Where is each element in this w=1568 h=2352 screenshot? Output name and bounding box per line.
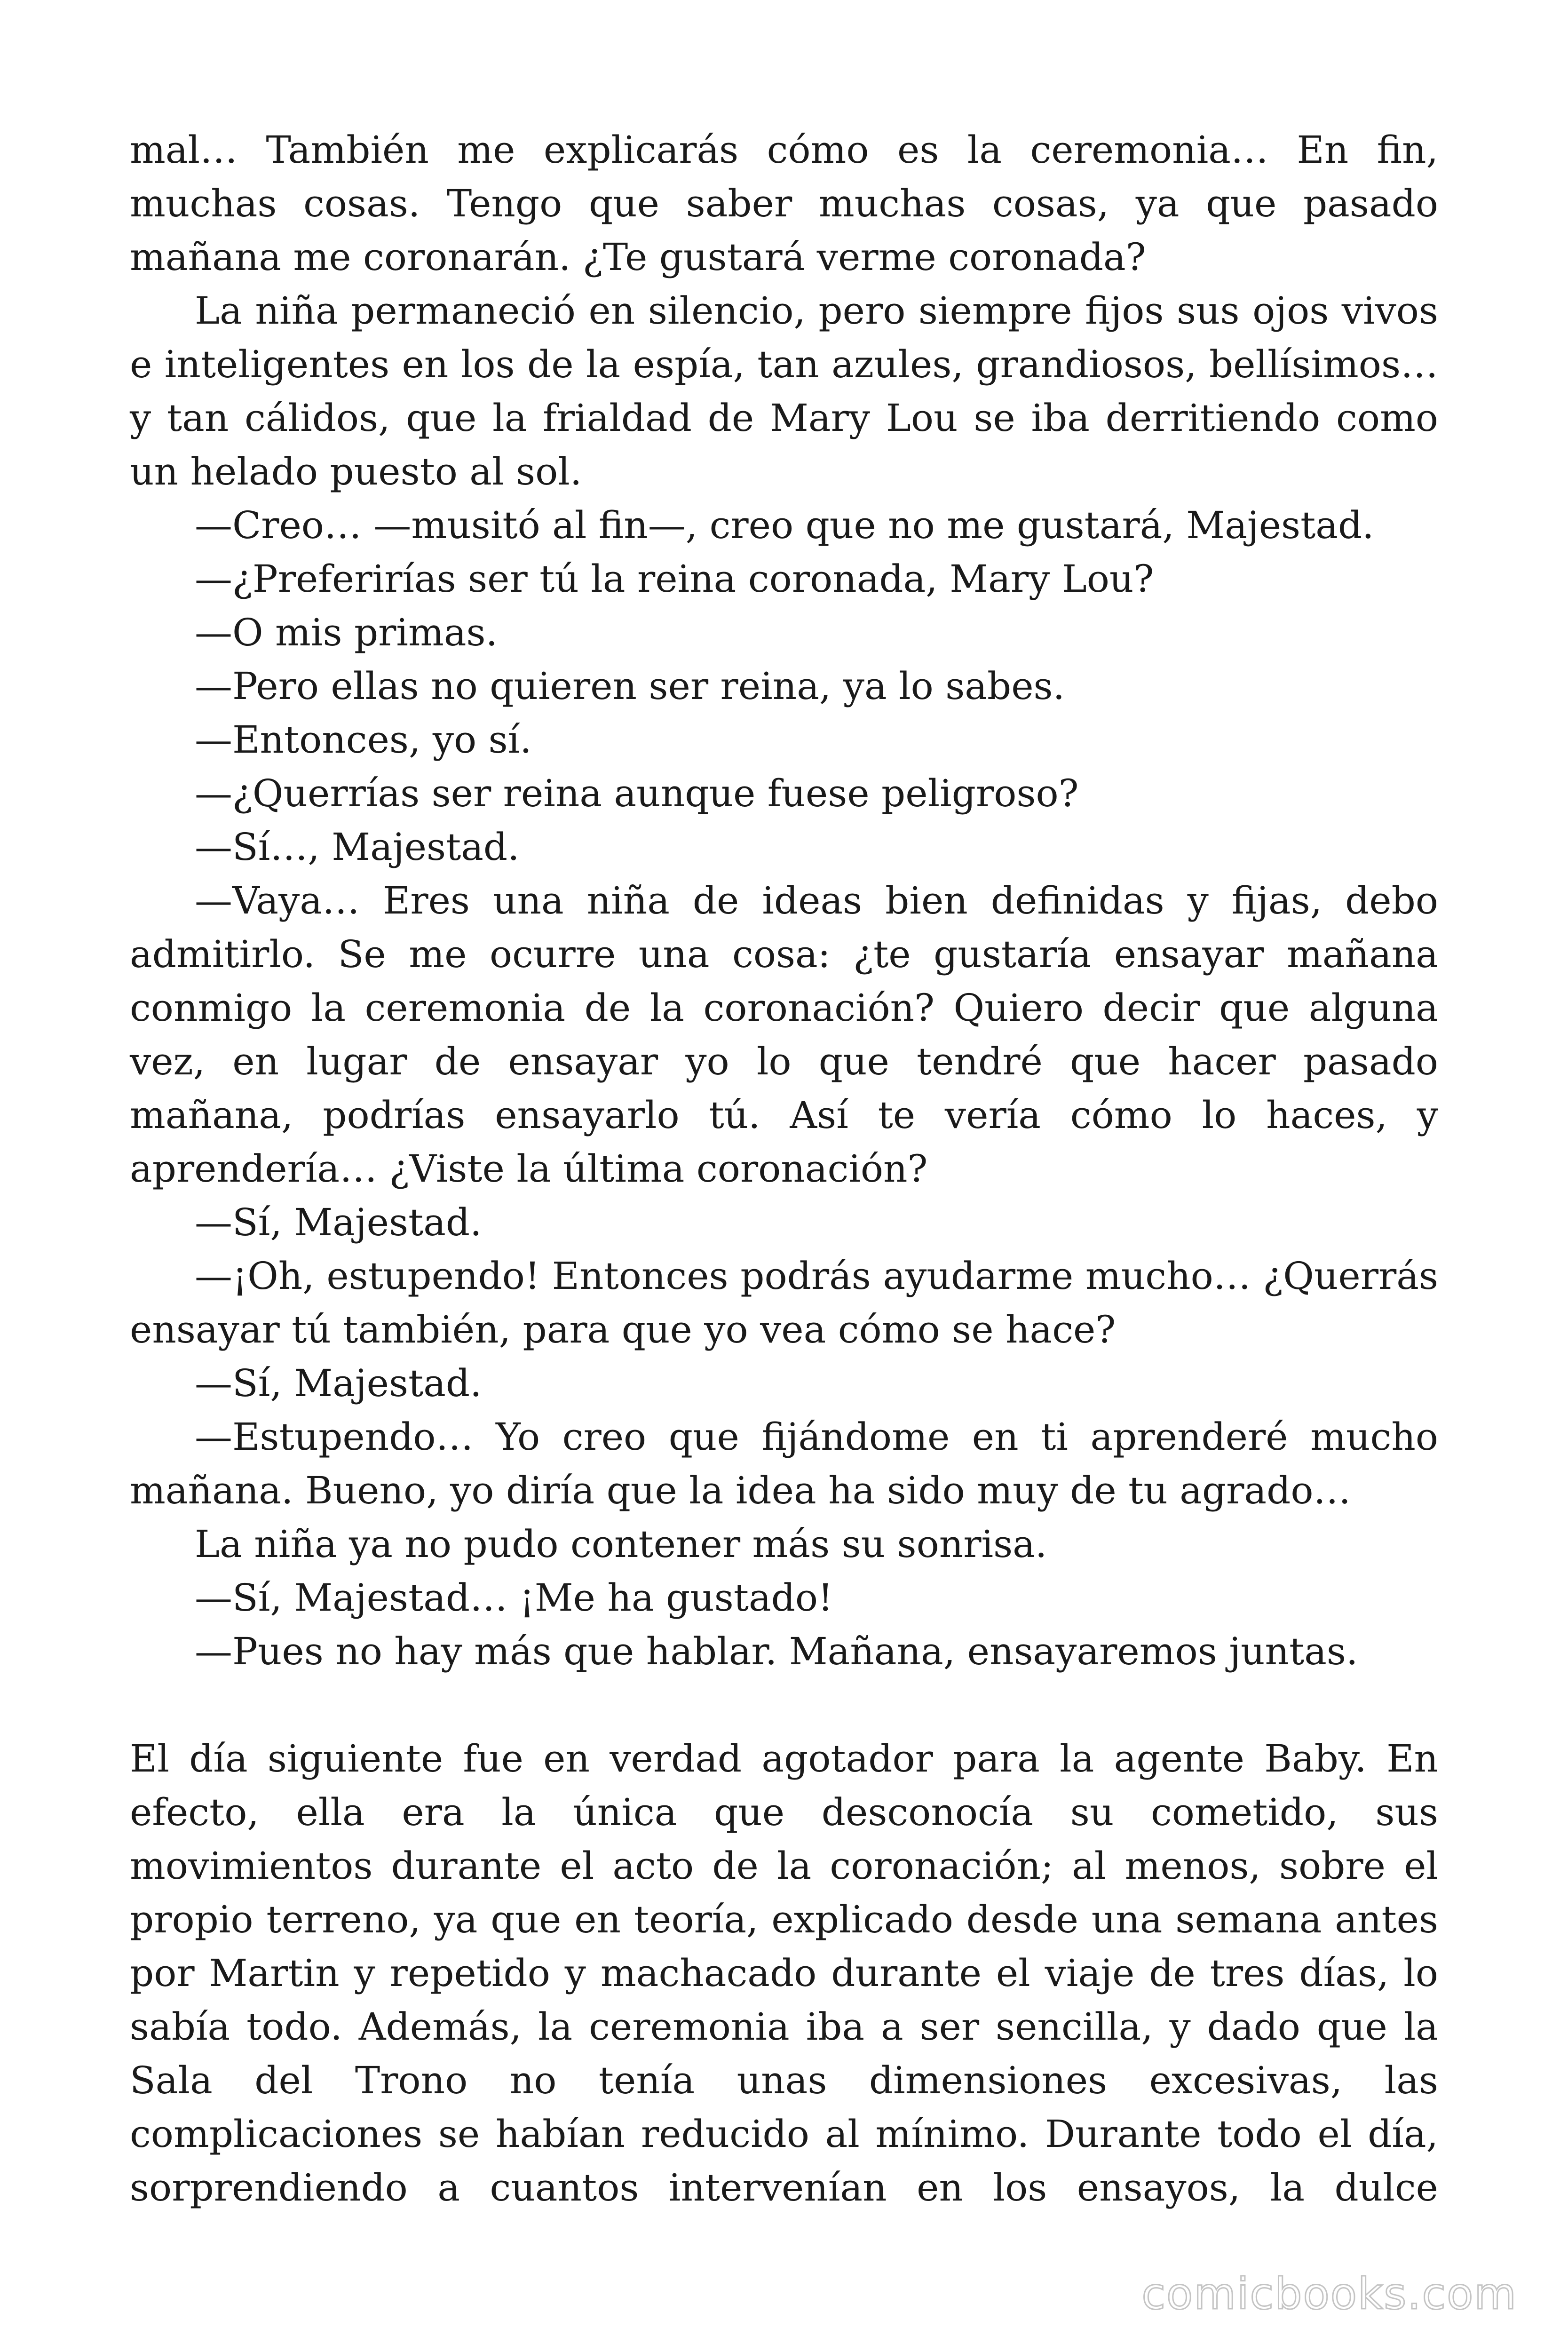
dialogue-line: —Sí, Majestad… ¡Me ha gustado!: [195, 1576, 833, 1620]
watermark-logo: comicbooks.com: [1141, 2269, 1517, 2319]
dialogue-line: —Sí…, Majestad.: [195, 825, 520, 869]
dialogue-line: —Sí, Majestad.: [195, 1361, 482, 1405]
dialogue-line: —¿Preferirías ser tú la reina coronada, Mary Lou?: [195, 557, 1154, 601]
dialogue-line: —O mis primas.: [195, 611, 498, 654]
paragraph: La niña permaneció en silencio, pero siempre fijos sus ojos vivos e inteligentes en los de la espía, tan azules, grandiosos, bellísimos… y tan cálidos, que la frialdad de Mary Lou se iba derritiendo como un helado puesto al sol.: [130, 289, 1438, 493]
dialogue-line: —Sí, Majestad.: [195, 1200, 482, 1244]
dialogue-line: —Pues no hay más que hablar. Mañana, ensayaremos juntas.: [195, 1629, 1358, 1673]
dialogue-line: —Pero ellas no quieren ser reina, ya lo sabes.: [195, 664, 1065, 708]
dialogue-line: —Vaya… Eres una niña de ideas bien definidas y fijas, debo admitirlo. Se me ocurre una cosa: ¿te gustaría ensayar mañana conmigo la ceremonia de la coronación? Quiero decir que alguna vez, en lugar de ensayar yo lo que tendré que hacer pasado mañana, podrías ensayarlo tú. Así te vería cómo lo haces, y aprendería… ¿Viste la última coronación?: [130, 879, 1438, 1191]
paragraph: mal… También me explicarás cómo es la ceremonia… En fin, muchas cosas. Tengo que saber muchas cosas, ya que pasado mañana me coronarán. ¿Te gustará verme coronada?: [130, 128, 1438, 279]
dialogue-line: —Estupendo… Yo creo que fijándome en ti aprenderé mucho mañana. Bueno, yo diría que la idea ha sido muy de tu agrado…: [130, 1415, 1438, 1512]
paragraph: El día siguiente fue en verdad agotador para la agente Baby. En efecto, ella era la única que desconocía su cometido, sus movimientos durante el acto de la coronación; al menos, sobre el propio terreno, ya que en teoría, explicado desde una semana antes por Martin y repetido y machacado durante el viaje de tres días, lo sabía todo. Además, la ceremonia iba a ser sencilla, y dado que la Sala del Trono no tenía unas dimensiones excesivas, las complicaciones se habían reducido al mínimo. Durante todo el día, sorprendiendo a cuantos intervenían en los ensayos, la dulce: [130, 1737, 1438, 2209]
dialogue-line: —Entonces, yo sí.: [195, 718, 532, 762]
page-text: [130, 123, 1438, 2215]
dialogue-line: —Creo… —musitó al fin—, creo que no me gustará, Majestad.: [195, 503, 1374, 547]
paragraph: La niña ya no pudo contener más su sonrisa.: [195, 1522, 1047, 1566]
dialogue-line: —¿Querrías ser reina aunque fuese peligroso?: [195, 771, 1079, 815]
dialogue-line: —¡Oh, estupendo! Entonces podrás ayudarme mucho… ¿Querrás ensayar tú también, para que yo vea cómo se hace?: [130, 1254, 1438, 1351]
